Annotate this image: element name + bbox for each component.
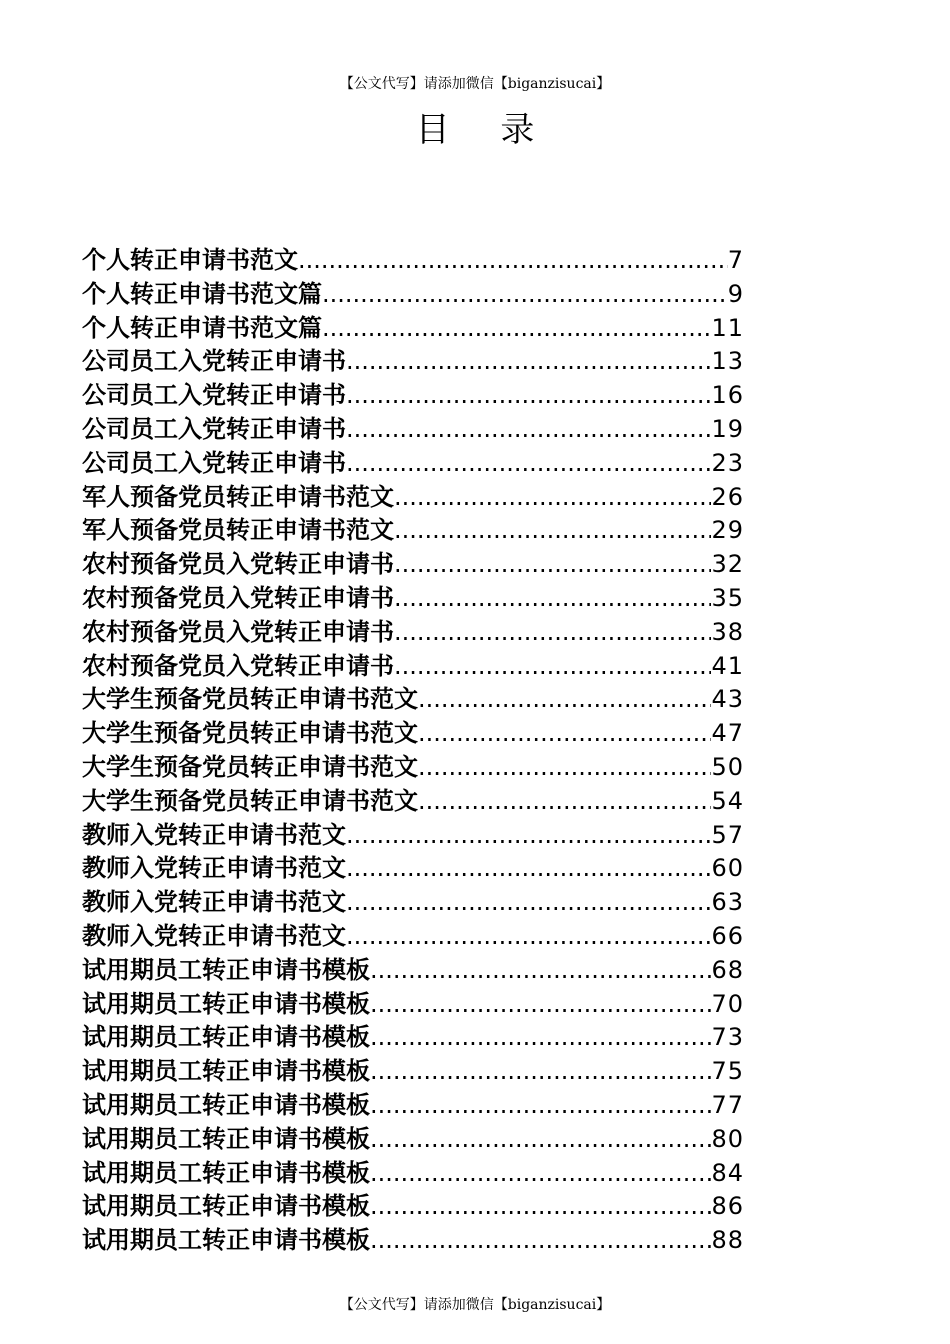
toc-entry[interactable] <box>82 650 744 684</box>
toc-entry-label: 个人转正申请书范文篇 <box>82 313 322 342</box>
toc-entry[interactable] <box>82 819 744 853</box>
toc-dot-leader <box>370 1190 711 1224</box>
toc-entry-label: 公司员工入党转正申请书 <box>82 448 346 477</box>
toc-dot-leader <box>394 616 711 650</box>
toc-entry-label: 试用期员工转正申请书模板 <box>82 1124 370 1153</box>
toc-dot-leader <box>346 920 711 954</box>
toc-entry-label: 大学生预备党员转正申请书范文 <box>82 685 418 714</box>
toc-entry[interactable] <box>82 312 744 346</box>
toc-entry[interactable] <box>82 481 744 515</box>
toc-entry-page-number: 9 <box>727 279 744 308</box>
toc-dot-leader <box>346 886 711 920</box>
toc-entry-page-number: 68 <box>711 955 744 984</box>
toc-entry-label: 公司员工入党转正申请书 <box>82 414 346 443</box>
toc-entry[interactable] <box>82 582 744 616</box>
toc-dot-leader <box>370 988 711 1022</box>
toc-entry-page-number: 70 <box>711 989 744 1018</box>
toc-entry-label: 试用期员工转正申请书模板 <box>82 1226 370 1255</box>
toc-entry-label: 农村预备党员入党转正申请书 <box>82 583 394 612</box>
toc-entry-label: 公司员工入党转正申请书 <box>82 347 346 376</box>
toc-entry-label: 教师入党转正申请书范文 <box>82 820 346 849</box>
toc-dot-leader <box>322 312 711 346</box>
toc-entry[interactable] <box>82 1089 744 1123</box>
toc-entry-page-number: 88 <box>711 1226 744 1255</box>
toc-dot-leader <box>346 413 711 447</box>
toc-dot-leader <box>298 244 728 278</box>
toc-entry[interactable] <box>82 954 744 988</box>
toc-entry-label: 教师入党转正申请书范文 <box>82 854 346 883</box>
toc-entry[interactable] <box>82 785 744 819</box>
toc-entry[interactable] <box>82 413 744 447</box>
toc-entry-page-number: 84 <box>711 1158 744 1187</box>
toc-dot-leader <box>346 852 711 886</box>
toc-entry[interactable] <box>82 988 744 1022</box>
toc-entry-page-number: 32 <box>711 550 744 579</box>
toc-entry-page-number: 7 <box>727 246 744 274</box>
toc-dot-leader <box>346 447 711 481</box>
toc-dot-leader <box>394 481 711 515</box>
toc-dot-leader <box>322 278 728 312</box>
toc-entry-label: 试用期员工转正申请书模板 <box>82 955 370 984</box>
toc-entry[interactable] <box>82 278 744 312</box>
toc-entry[interactable] <box>82 1190 744 1224</box>
toc-entry[interactable] <box>82 751 744 785</box>
toc-entry[interactable] <box>82 886 744 920</box>
toc-entry[interactable] <box>82 616 744 650</box>
toc-dot-leader <box>418 751 711 785</box>
toc-entry-label: 试用期员工转正申请书模板 <box>82 1158 370 1187</box>
toc-entry-page-number: 13 <box>711 347 744 376</box>
toc-entry[interactable] <box>82 548 744 582</box>
toc-entry[interactable] <box>82 379 744 413</box>
toc-entry[interactable] <box>82 1224 744 1258</box>
toc-entry-page-number: 54 <box>711 786 744 815</box>
toc-entry-label: 大学生预备党员转正申请书范文 <box>82 752 418 781</box>
header-note: 【公文代写】请添加微信【biganzisucai】 <box>339 76 611 92</box>
toc-dot-leader <box>370 1055 711 1089</box>
page-title: 目 录 <box>415 110 555 150</box>
toc-entry[interactable] <box>82 852 744 886</box>
toc-dot-leader <box>346 819 711 853</box>
toc-entry-label: 试用期员工转正申请书模板 <box>82 1057 370 1086</box>
toc-entry-label: 个人转正申请书范文篇 <box>82 279 322 308</box>
toc-entry[interactable] <box>82 717 744 751</box>
toc-entry[interactable] <box>82 514 744 548</box>
toc-entry-label: 军人预备党员转正申请书范文 <box>82 482 394 511</box>
toc-entry[interactable] <box>82 447 744 481</box>
toc-entry-page-number: 80 <box>711 1124 744 1153</box>
toc-entry-page-number: 60 <box>711 854 744 883</box>
toc-entry[interactable] <box>82 244 744 278</box>
toc-dot-leader <box>394 650 711 684</box>
toc-entry-page-number: 73 <box>711 1023 744 1052</box>
toc-dot-leader <box>346 379 711 413</box>
toc-entry-page-number: 26 <box>711 482 744 511</box>
toc-entry[interactable] <box>82 920 744 954</box>
toc-dot-leader <box>370 1021 711 1055</box>
toc-dot-leader <box>370 1123 711 1157</box>
toc-entry-page-number: 43 <box>711 685 744 714</box>
toc-entry[interactable] <box>82 345 744 379</box>
toc-entry[interactable] <box>82 1123 744 1157</box>
toc-entry-page-number: 50 <box>711 752 744 781</box>
toc-entry-page-number: 11 <box>711 313 744 342</box>
toc-entry-page-number: 63 <box>711 888 744 917</box>
toc-entry-label: 大学生预备党员转正申请书范文 <box>82 719 418 748</box>
toc-entry-page-number: 35 <box>711 583 744 612</box>
toc-dot-leader <box>394 514 711 548</box>
toc-entry-label: 农村预备党员入党转正申请书 <box>82 617 394 646</box>
toc-entry-label: 农村预备党员入党转正申请书 <box>82 651 394 680</box>
toc-entry[interactable] <box>82 683 744 717</box>
toc-dot-leader <box>394 582 711 616</box>
toc-dot-leader <box>418 683 711 717</box>
toc-dot-leader <box>418 785 711 819</box>
toc-entry-label: 个人转正申请书范文 <box>82 246 298 274</box>
toc-entry-page-number: 57 <box>711 820 744 849</box>
toc-entry-page-number: 23 <box>711 448 744 477</box>
toc-entry[interactable] <box>82 1055 744 1089</box>
toc-dot-leader <box>346 345 711 379</box>
toc-list <box>82 244 744 1258</box>
footer-note: 【公文代写】请添加微信【biganzisucai】 <box>339 1297 611 1313</box>
toc-entry-page-number: 16 <box>711 381 744 410</box>
toc-dot-leader <box>370 954 711 988</box>
toc-entry-page-number: 75 <box>711 1057 744 1086</box>
toc-entry[interactable] <box>82 1157 744 1191</box>
toc-entry-page-number: 66 <box>711 921 744 950</box>
toc-entry-label: 军人预备党员转正申请书范文 <box>82 516 394 545</box>
toc-entry-label: 教师入党转正申请书范文 <box>82 888 346 917</box>
toc-entry-page-number: 38 <box>711 617 744 646</box>
toc-entry-label: 公司员工入党转正申请书 <box>82 381 346 410</box>
toc-entry-label: 教师入党转正申请书范文 <box>82 921 346 950</box>
toc-dot-leader <box>370 1089 711 1123</box>
toc-entry-page-number: 29 <box>711 516 744 545</box>
toc-entry[interactable] <box>82 1021 744 1055</box>
toc-entry-label: 试用期员工转正申请书模板 <box>82 989 370 1018</box>
toc-dot-leader <box>370 1224 711 1258</box>
toc-entry-label: 试用期员工转正申请书模板 <box>82 1192 370 1221</box>
toc-entry-label: 农村预备党员入党转正申请书 <box>82 550 394 579</box>
toc-entry-page-number: 47 <box>711 719 744 748</box>
toc-entry-page-number: 86 <box>711 1192 744 1221</box>
toc-entry-page-number: 77 <box>711 1090 744 1119</box>
toc-entry-page-number: 41 <box>711 651 744 680</box>
toc-entry-label: 大学生预备党员转正申请书范文 <box>82 786 418 815</box>
toc-dot-leader <box>370 1157 711 1191</box>
toc-entry-label: 试用期员工转正申请书模板 <box>82 1023 370 1052</box>
toc-entry-label: 试用期员工转正申请书模板 <box>82 1090 370 1119</box>
toc-dot-leader <box>418 717 711 751</box>
toc-entry-page-number: 19 <box>711 414 744 443</box>
toc-dot-leader <box>394 548 711 582</box>
